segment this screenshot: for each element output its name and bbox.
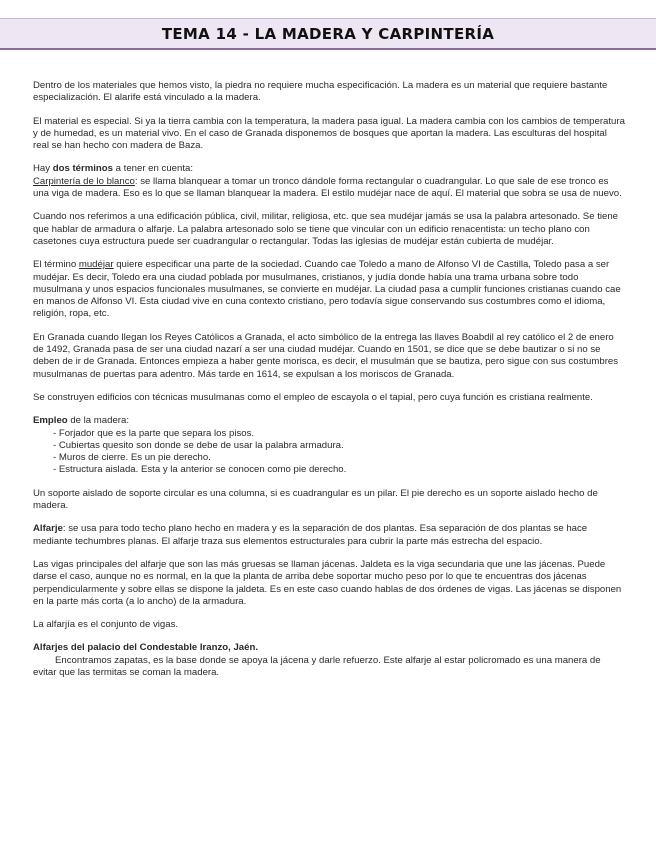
paragraph-intro: Dentro de los materiales que hemos visto, la piedra no requiere mucha especificación. La madera es un material que requiere bastante especialización. El alarife está vinculado a la madera.: [33, 80, 608, 104]
paragraph-artesonado: Cuando nos referimos a una edificación pública, civil, militar, religiosa, etc. que sea mudéjar jamás se usa la palabra artesonado. Se tiene que hablar de armadura o alfarje. La palabra artesonado solo se tiene que vincular con un edificio renacentista: un techo plano con casetones cuya estructura puede ser cuadrangular o rectangular. Todas las iglesias de mudéjar están cubierta de mudéjar.: [33, 211, 619, 247]
list-item: - Cubiertas quesito son donde se debe de usar la palabra armadura.: [53, 439, 344, 451]
list-item: - Muros de cierre. Es un pie derecho.: [53, 452, 211, 464]
paragraph-soporte: Un soporte aislado de soporte circular es una columna, si es cuadrangular es un pilar. El pie derecho es un soporte aislado hecho de madera.: [33, 487, 598, 512]
alfarje-def: : se usa para todo techo plano hecho en madera y es la separación de dos plantas. Esa separación de dos plantas se hace mediante techumbres planas. El alfarje traza sus elementos estructurales para cubrir la parte más estrecha del espacio.: [33, 523, 588, 547]
paragraph-mudejar: [33, 259, 625, 320]
paragraph-alfarjia: La alfarjía es el conjunto de vigas.: [33, 619, 179, 631]
terms-lead-b: a tener en cuenta:: [112, 163, 193, 175]
paragraph-tecnicas: Se construyen edificios con técnicas musulmanas como el empleo de escayola o el tapial, pero cuya función es cristiana realmente.: [33, 391, 593, 403]
term-mudejar: mudéjar: [78, 259, 114, 271]
empleo-list: [33, 428, 625, 477]
condestable-body: Encontramos zapatas, es la base donde se apoya la jácena y darle refuerzo. Este alfarje al estar policromado es una manera de evitar que las termitas se coman la madera.: [33, 654, 601, 678]
list-item: - Forjador que es la parte que separa los pisos.: [53, 427, 255, 439]
paragraph-alfarje: [33, 523, 625, 548]
paragraph-material: El material es especial. Si ya la tierra cambia con la temperatura, la madera pasa igual. La madera cambia con los cambios de temperatura y de humedad, es un material vivo. En el caso de Granada disponemos de bosques que aportan la madera. Las esculturas del hospital real se han hecho con madera de Baza.: [33, 115, 625, 152]
paragraph-terms: [33, 163, 625, 200]
empleo-bold: Empleo: [33, 415, 68, 427]
paragraph-condestable: [33, 642, 625, 679]
terms-lead-a: Hay: [33, 163, 53, 175]
mudejar-lead: El término: [33, 259, 79, 271]
list-item: - Estructura aislada. Esta y la anterior se conocen como pie derecho.: [53, 464, 347, 476]
title-bar: [0, 18, 656, 50]
page-title: TEMA 14 - LA MADERA Y CARPINTERÍA: [161, 24, 495, 43]
alfarje-bold: Alfarje: [33, 523, 63, 535]
paragraph-granada: En Granada cuando llegan los Reyes Católicos a Granada, el acto simbólico de la entrega las llaves Boabdil al rey católico el 2 de enero de 1492, Granada pasa de ser una ciudad nazarí a ser una ciudad mudéjar. Cuando en 1501, se dice que se debe bautizar o si no se deben de ir de Granada. Entonces empieza a haber gente morisca, es decir, el musulmán que se bautiza, pero sigue con sus costumbres musulmanas de puertas para adentro. Más tarde en 1614, se expulsan a los moriscos de Granada.: [33, 331, 619, 380]
paragraph-vigas: Las vigas principales del alfarje que son las más gruesas se llaman jácenas. Jaldeta es la viga secundaria que une las jácenas. Puede darse el caso, aunque no es normal, en la que la planta de arriba debe soportar mucho peso por lo que te encuentras dos jácenas perpendicularmente y sobre ellas se dispone la jaldeta. Es en este caso cuando hablas de dos órdenes de vigas. Las jácenas se disponen en la parte más corta (a lo ancho) de la armadura.: [33, 558, 622, 607]
term-carpinteria-def: : se llama blanquear a tomar un tronco dándole forma rectangular o cuadrangular. Lo que sale de ese tronco es una viga de madera. Eso es lo que se llaman blanquear la madera. El estilo mudéjar nace de aquí. El material que sobra se usa de nuevo.: [33, 175, 622, 200]
condestable-heading: Alfarjes del palacio del Condestable Iranzo, Jaén.: [33, 642, 258, 654]
terms-lead-bold: dos términos: [52, 163, 113, 175]
document-body: [33, 80, 625, 690]
mudejar-def: quiere especificar una parte de la sociedad. Cuando cae Toledo a mano de Alfonso VI de Castilla, Toledo pasa a ser mudéjar. Es decir, Toledo era una ciudad poblada por musulmanes, cristianos, y judía donde había una trama urbana sobre todo musulmana y unos espacios funcionales musulmanes, se convierte en mudéjar. La ciudad pasa a cumplir funciones cristianas cuando cae en manos de Alfonso VI. Esta ciudad vive en cuna contexto cristiano, pero todavía sigue conservando sus costumbres como el idioma, religión, ropa, etc.: [33, 259, 621, 320]
paragraph-empleo: [33, 415, 625, 427]
term-carpinteria: Carpintería de lo blanco: [33, 175, 135, 187]
empleo-rest: de la madera:: [67, 415, 129, 427]
